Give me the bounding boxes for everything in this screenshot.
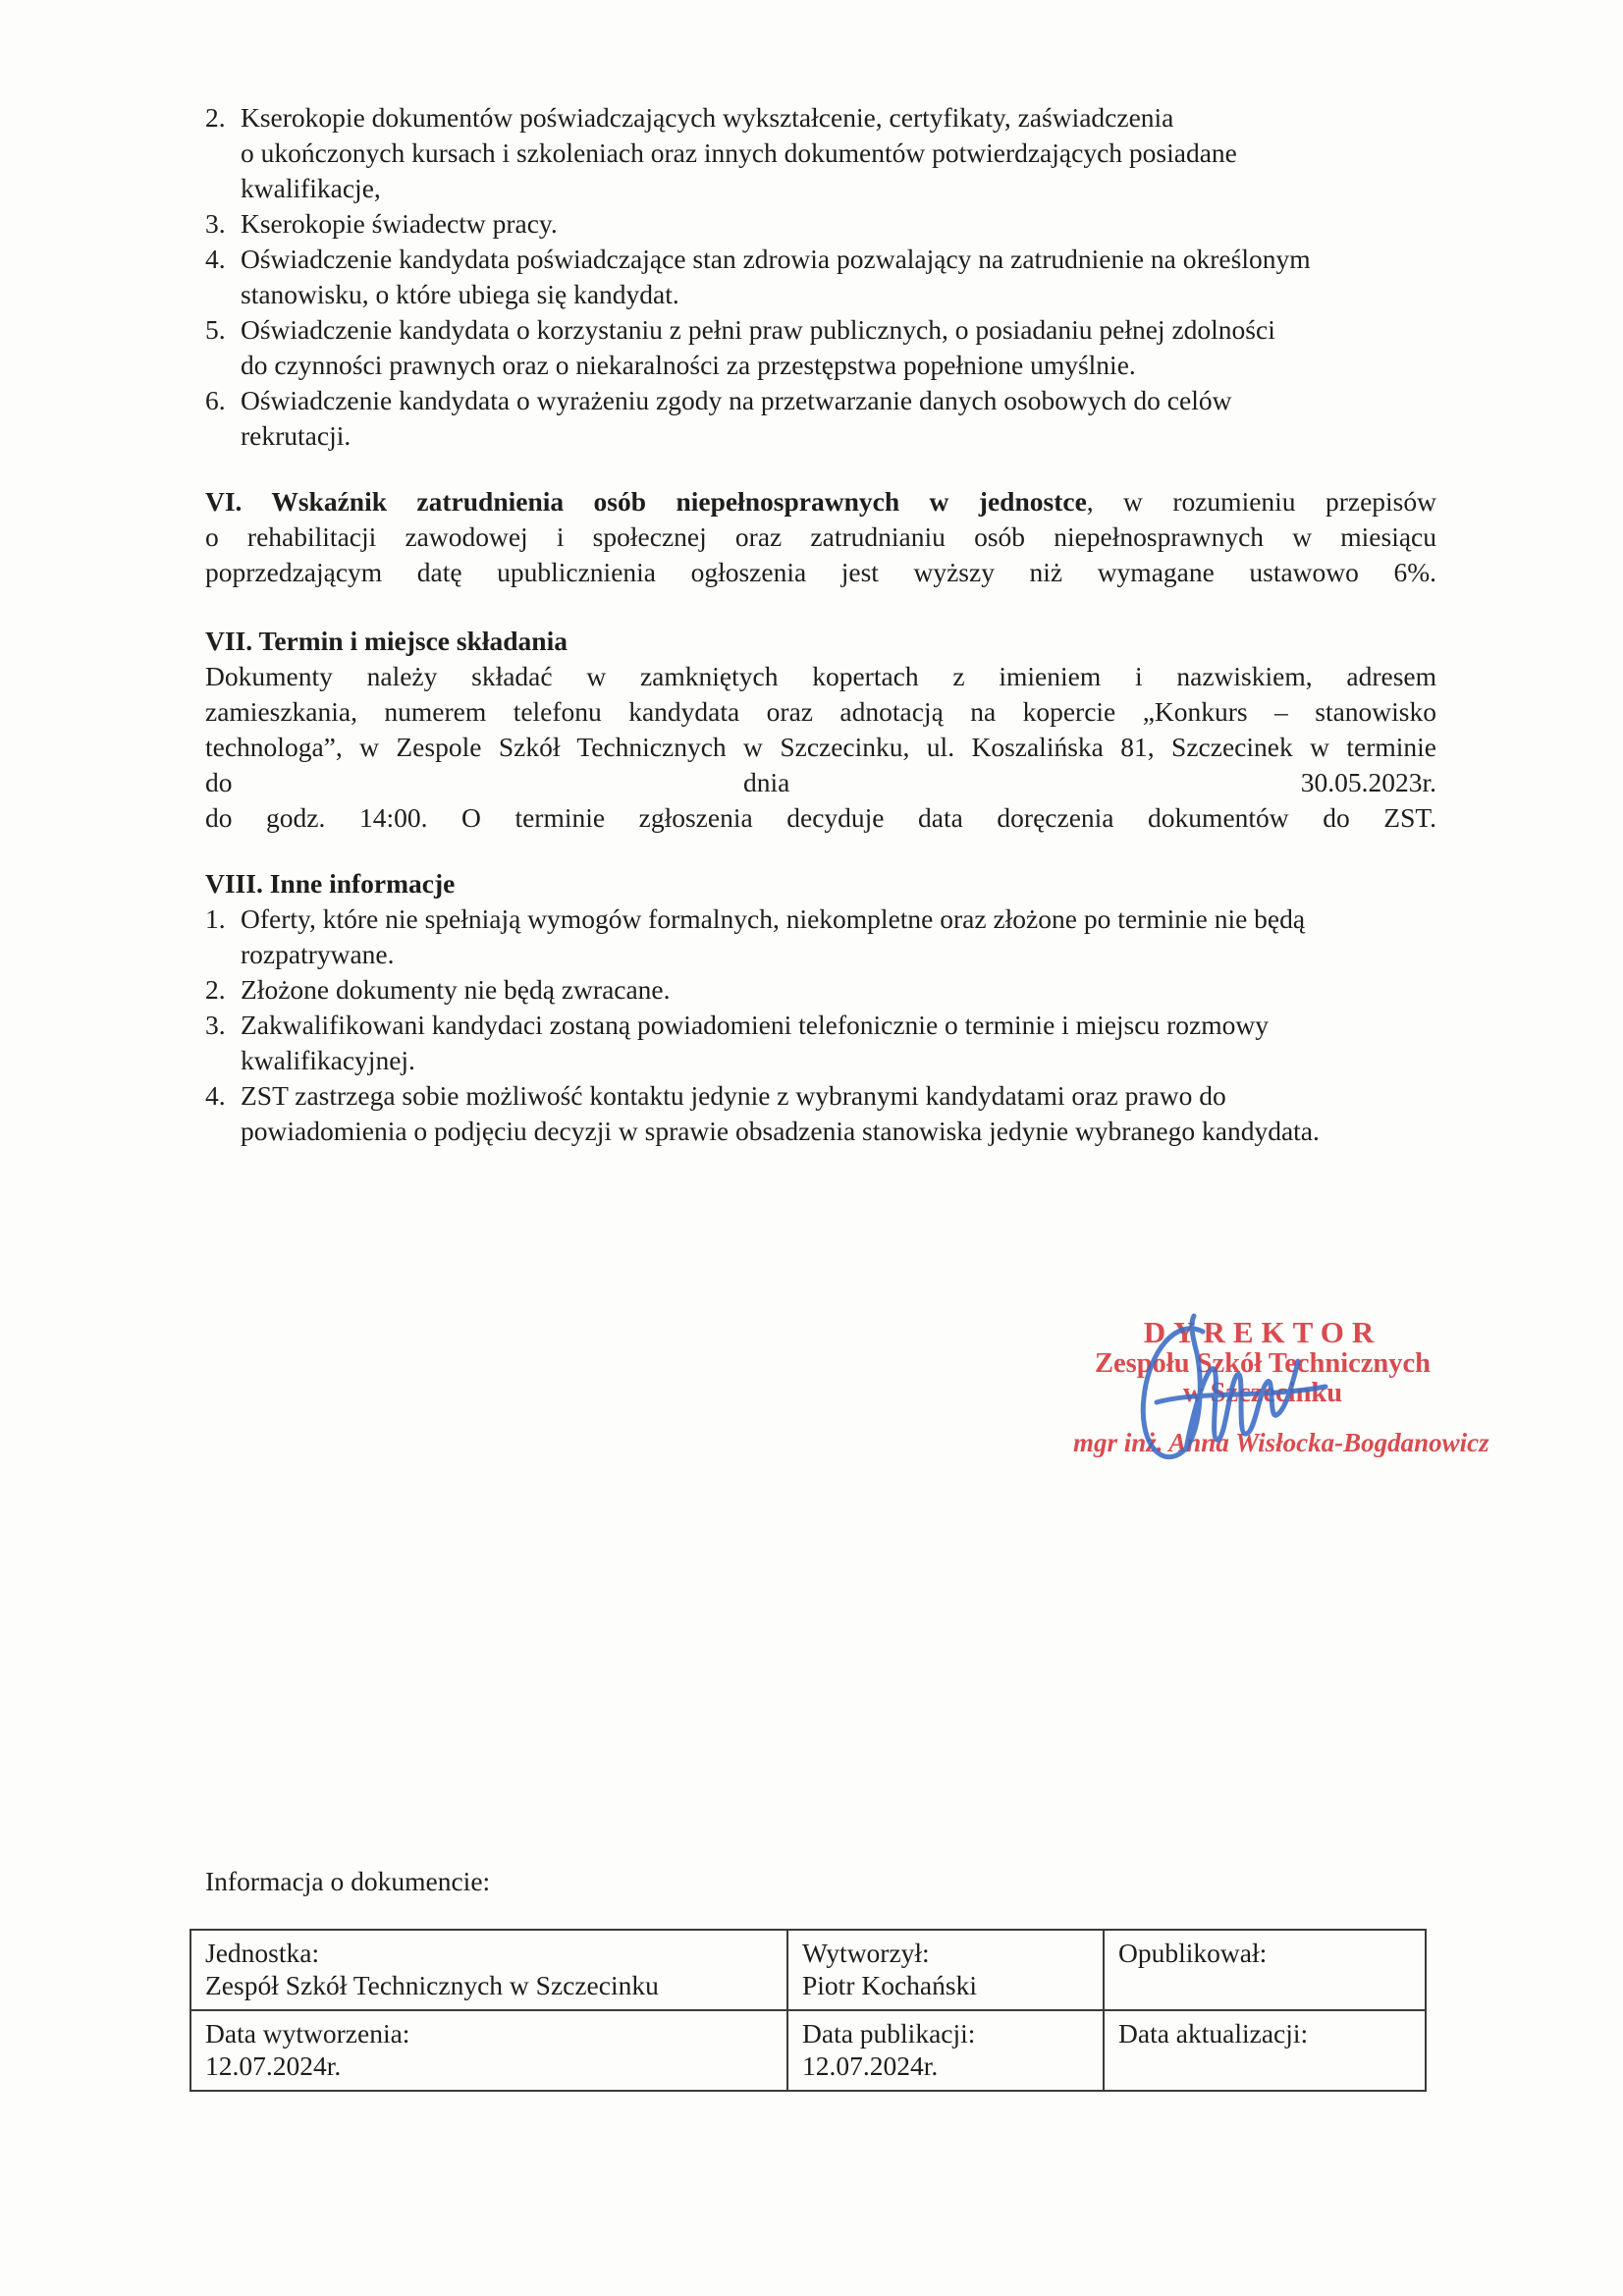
list-item-line: o ukończonych kursach i szkoleniach oraz innych dokumentów potwierdzających posiadane (241, 137, 1237, 168)
paragraph-line: technologa”, w Zespole Szkół Technicznych w Szczecinku, ul. Koszalińska 81, Szczecinek w terminie (205, 732, 1436, 762)
table-cell (1104, 1930, 1426, 2010)
table-cell-value: 12.07.2024r. (802, 2050, 939, 2081)
table-cell (190, 1930, 787, 2010)
table-cell-value: Piotr Kochański (802, 1970, 977, 2000)
list-item-line: Kserokopie dokumentów poświadczających wykształcenie, certyfikaty, zaświadczenia (241, 102, 1174, 133)
list-item-line: ZST zastrzega sobie możliwość kontaktu jedynie z wybranymi kandydatami oraz prawo do (241, 1080, 1226, 1111)
table-cell (787, 2010, 1104, 2091)
table-cell-label: Wytworzył: (802, 1938, 930, 1968)
list-item (205, 242, 1436, 312)
table-row (190, 2010, 1426, 2091)
section-vi-heading: VI. Wskaźnik zatrudnienia osób niepełnosprawnych w jednostce (205, 486, 1087, 517)
list-item-number: 1. (205, 903, 226, 934)
list-item-line: Oferty, które nie spełniają wymogów formalnych, niekompletne oraz złożone po terminie nie będą (241, 903, 1306, 934)
info-section-label: Informacja o dokumencie: (205, 1866, 491, 1896)
required-documents-list (205, 100, 1436, 454)
paragraph-text: , w rozumieniu przepisów (1086, 486, 1436, 517)
section-vi (205, 484, 1436, 590)
list-item-line: powiadomienia o podjęciu decyzji w sprawie obsadzenia stanowiska jedynie wybranego kandydata. (241, 1116, 1320, 1146)
stamp-org-line: Zespołu Szkół Technicznych (1094, 1348, 1432, 1379)
section-vii (205, 624, 1436, 836)
list-item-number: 6. (205, 385, 226, 415)
list-item-line: Oświadczenie kandydata poświadczające stan zdrowia pozwalający na zatrudnienie na określonym (241, 244, 1311, 274)
list-item-line: rekrutacji. (241, 420, 352, 451)
list-item-number: 3. (205, 1010, 226, 1040)
table-cell-label: Opublikował: (1118, 1938, 1268, 1968)
list-item-line: Oświadczenie kandydata o korzystaniu z pełni praw publicznych, o posiadaniu pełnej zdolności (241, 314, 1275, 345)
list-item-number: 4. (205, 244, 226, 274)
table-cell (190, 2010, 787, 2091)
list-item (205, 100, 1436, 206)
section-vii-heading: VII. Termin i miejsce składania (205, 626, 568, 656)
table-cell-value: 12.07.2024r. (205, 2050, 342, 2081)
list-item (205, 972, 1436, 1008)
list-item-number: 2. (205, 974, 226, 1005)
stamp-title: DYREKTOR (1143, 1315, 1382, 1349)
paragraph-line: o rehabilitacji zawodowej i społecznej oraz zatrudnianiu osób niepełnosprawnych w miesiącu (205, 521, 1436, 552)
table-cell-label: Jednostka: (205, 1938, 320, 1968)
section-viii (205, 866, 1436, 1149)
paragraph-line: do godz. 14:00. O terminie zgłoszenia decyduje data doręczenia dokumentów do ZST. (205, 802, 1436, 833)
list-item (205, 206, 1436, 242)
table-cell-label: Data aktualizacji: (1118, 2018, 1309, 2049)
list-item-line: stanowisku, o które ubiega się kandydat. (241, 279, 679, 309)
list-item-line: do czynności prawnych oraz o niekaralności za przestępstwa popełnione umyślnie. (241, 350, 1136, 380)
document-body (205, 100, 1436, 1149)
stamp-person-name: mgr inż. Anna Wisłocka-Bogdanowicz (1073, 1428, 1489, 1457)
paragraph-line (205, 484, 1436, 519)
other-information-list (205, 902, 1436, 1149)
table-row (190, 1930, 1426, 2010)
table-cell (787, 1930, 1104, 2010)
list-item-line: rozpatrywane. (241, 939, 395, 969)
list-item (205, 1008, 1436, 1078)
deadline-line: do dnia 30.05.2023r. (205, 767, 1436, 797)
list-item-number: 4. (205, 1080, 226, 1111)
paragraph-line: Dokumenty należy składać w zamkniętych kopertach z imieniem i nazwiskiem, adresem (205, 661, 1436, 691)
list-item-line: kwalifikacyjnej. (241, 1045, 415, 1075)
list-item-number: 5. (205, 314, 226, 345)
list-item (205, 312, 1436, 383)
paragraph-line: zamieszkania, numerem telefonu kandydata oraz adnotacją na kopercie „Konkurs – stanowisko (205, 696, 1436, 727)
list-item-line: Kserokopie świadectw pracy. (241, 208, 558, 239)
list-item-number: 3. (205, 208, 226, 239)
paragraph-line: poprzedzającym datę upublicznienia ogłoszenia jest wyższy niż wymagane ustawowo 6%. (205, 557, 1436, 587)
list-item-line: Zakwalifikowani kandydaci zostaną powiadomieni telefonicznie o terminie i miejscu rozmowy (241, 1010, 1269, 1040)
list-item-line: kwalifikacje, (241, 173, 381, 203)
table-cell (1104, 2010, 1426, 2091)
list-item (205, 1078, 1436, 1149)
list-item (205, 383, 1436, 454)
table-cell-label: Data publikacji: (802, 2018, 976, 2049)
list-item-line: Oświadczenie kandydata o wyrażeniu zgody na przetwarzanie danych osobowych do celów (241, 385, 1232, 415)
list-item (205, 902, 1436, 972)
table-cell-label: Data wytworzenia: (205, 2018, 410, 2049)
list-item-number: 2. (205, 102, 226, 133)
handwritten-signature (1129, 1304, 1340, 1476)
section-viii-heading: VIII. Inne informacje (205, 868, 456, 899)
table-cell-value: Zespół Szkół Technicznych w Szczecinku (205, 1970, 659, 2000)
list-item-line: Złożone dokumenty nie będą zwracane. (241, 974, 671, 1005)
stamp-org-line: w Szczecinku (1182, 1378, 1343, 1408)
document-info-table (189, 1929, 1427, 2092)
